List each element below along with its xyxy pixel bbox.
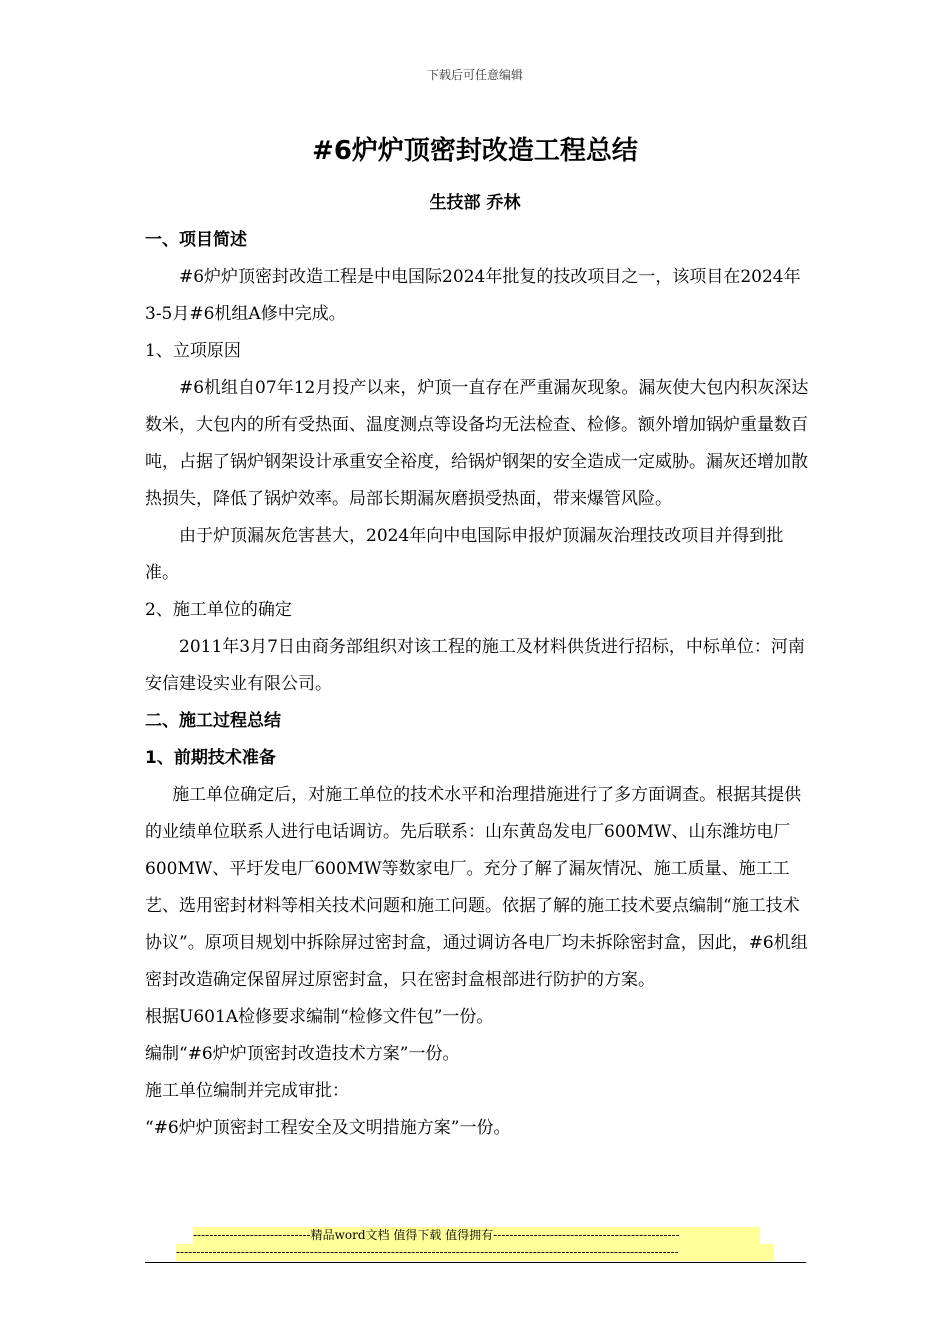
- subheading-preparation: 1、前期技术准备: [145, 748, 276, 768]
- document-author: 生技部 乔林: [429, 193, 521, 213]
- paragraph-safety-plan: “#6炉炉顶密封工程安全及文明措施方案”一份。: [145, 1118, 511, 1138]
- paragraph-reason: #6机组自07年12月投产以来，炉顶一直存在严重漏灰现象。漏灰使大包内积灰深达数米，大包内的所有受热面、温度测点等设备均无法检查、检修。额外增加锅炉重量数百吨，占据了锅炉钢架设计承重安全裕度，给锅炉钢架的安全造成一定威胁。漏灰还增加散热损失，降低了锅炉效率。局部长期漏灰磨损受热面，带来爆管风险。: [145, 378, 809, 509]
- footer-watermark-line: -----------------------------精品word文档 值得下载 值得拥有----------------------------------------------: [193, 1227, 760, 1244]
- paragraph-contractor: 2011年3月7日由商务部组织对该工程的施工及材料供货进行招标，中标单位：河南安信建设实业有限公司。: [145, 637, 805, 694]
- paragraph-overview: #6炉炉顶密封改造工程是中电国际2024年批复的技改项目之一，该项目在2024年3-5月#6机组A修中完成。: [145, 267, 801, 324]
- footer-rule: [145, 1262, 806, 1263]
- document-title: #6炉炉顶密封改造工程总结: [312, 136, 638, 166]
- subheading-contractor: 2、施工单位的确定: [145, 600, 292, 620]
- paragraph-maintenance-package: 根据U601A检修要求编制“检修文件包”一份。: [145, 1007, 494, 1027]
- paragraph-approval: 由于炉顶漏灰危害甚大，2024年向中电国际申报炉顶漏灰治理技改项目并得到批准。: [145, 526, 784, 583]
- paragraph-contractor-approval: 施工单位编制并完成审批：: [145, 1081, 349, 1101]
- subheading-reason: 1、立项原因: [145, 341, 241, 361]
- section-heading-1: 一、项目简述: [145, 230, 247, 250]
- paragraph-preparation: 施工单位确定后，对施工单位的技术水平和治理措施进行了多方面调查。根据其提供的业绩单位联系人进行电话调访。先后联系：山东黄岛发电厂600MW、山东潍坊电厂600MW、平圩发电厂600MW等数家电厂。充分了解了漏灰情况、施工质量、施工工艺、选用密封材料等相关技术问题和施工问题。依据了解的施工技术要点编制“施工技术协议”。原项目规划中拆除屏过密封盒，通过调访各电厂均未拆除密封盒，因此，#6机组密封改造确定保留屏过原密封盒，只在密封盒根部进行防护的方案。: [145, 785, 808, 990]
- section-heading-2: 二、施工过程总结: [145, 711, 281, 731]
- footer-dash-line: ----------------------------------------------------------------------------------------------------------------------------: [176, 1244, 774, 1261]
- paragraph-technical-plan: 编制“#6炉炉顶密封改造技术方案”一份。: [145, 1044, 460, 1064]
- document-body: [145, 222, 810, 1147]
- header-note: 下载后可任意编辑: [426, 68, 523, 82]
